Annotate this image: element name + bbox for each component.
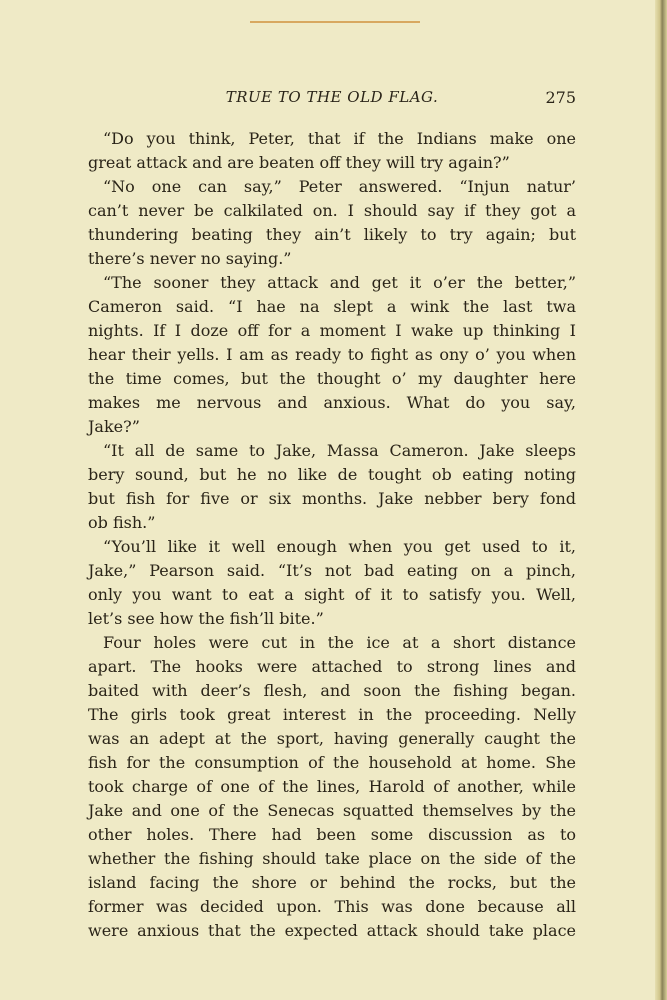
text-line: but fish for five or six months. Jake nebber bery fond — [88, 489, 576, 508]
text-line: fish for the consumption of the household at home. She — [88, 753, 576, 772]
text-line: can’t never be calkilated on. I should say if they got a — [88, 201, 576, 220]
text-line: Jake?” — [88, 417, 140, 436]
text-line: hear their yells. I am as ready to fight as ony o’ you when — [88, 345, 576, 364]
text-line: there’s never no saying.” — [88, 249, 292, 268]
text-line: “You’ll like it well enough when you get used to it, — [103, 537, 576, 556]
running-title: TRUE TO THE OLD FLAG. — [225, 88, 439, 106]
page-number: 275 — [545, 88, 576, 107]
page-body — [88, 127, 576, 943]
text-line: makes me nervous and anxious. What do you say, — [88, 393, 576, 412]
text-line: let’s see how the fish’ll bite.” — [88, 609, 324, 628]
text-line: thundering beating they ain’t likely to try again; but — [88, 225, 576, 244]
page-edge — [655, 0, 667, 1000]
running-header — [88, 88, 576, 112]
text-line: Jake,” Pearson said. “It’s not bad eating on a pinch, — [88, 561, 576, 580]
text-line: “The sooner they attack and get it o’er the better,” — [103, 273, 576, 292]
text-line: Four holes were cut in the ice at a short distance — [103, 633, 576, 652]
text-line: “It all de same to Jake, Massa Cameron. Jake sleeps — [103, 441, 576, 460]
text-line: baited with deer’s flesh, and soon the fishing began. — [88, 681, 576, 700]
text-line: Cameron said. “I hae na slept a wink the last twa — [88, 297, 576, 316]
text-line: the time comes, but the thought o’ my daughter here — [88, 369, 576, 388]
text-line: only you want to eat a sight of it to satisfy you. Well, — [88, 585, 576, 604]
text-line: “Do you think, Peter, that if the Indians make one — [103, 129, 576, 148]
text-line: took charge of one of the lines, Harold of another, while — [88, 777, 576, 796]
text-line: Jake and one of the Senecas squatted themselves by the — [88, 801, 576, 820]
decorative-rule — [250, 21, 420, 23]
text-line: nights. If I doze off for a moment I wake up thinking I — [88, 321, 576, 340]
text-line: The girls took great interest in the proceeding. Nelly — [88, 705, 576, 724]
text-line: ob fish.” — [88, 513, 156, 532]
text-line: former was decided upon. This was done because all — [88, 897, 576, 916]
text-line: “No one can say,” Peter answered. “Injun natur’ — [103, 177, 576, 196]
text-line: other holes. There had been some discussion as to — [88, 825, 576, 844]
text-line: whether the fishing should take place on the side of the — [88, 849, 576, 868]
text-line: island facing the shore or behind the rocks, but the — [88, 873, 576, 892]
text-line: apart. The hooks were attached to strong lines and — [88, 657, 576, 676]
text-line: bery sound, but he no like de tought ob eating noting — [88, 465, 576, 484]
text-line: were anxious that the expected attack should take place — [88, 921, 576, 940]
text-line: was an adept at the sport, having generally caught the — [88, 729, 576, 748]
text-line: great attack and are beaten off they will try again?” — [88, 153, 510, 172]
